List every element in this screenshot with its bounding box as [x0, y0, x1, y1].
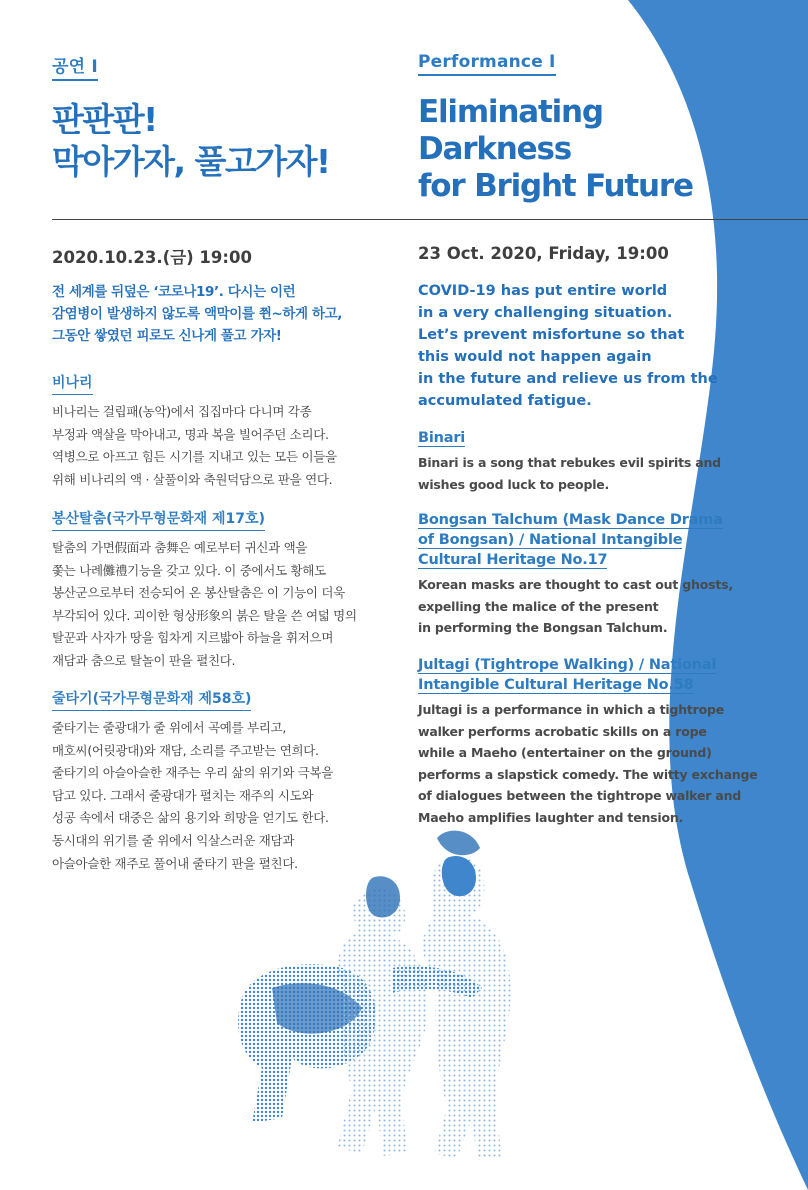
performance-label-en: Performance I	[418, 52, 556, 76]
body-line: 위해 비나리의 액 · 살풀이와 축원덕담으로 판을 연다.	[52, 471, 333, 487]
body-line: 성공 속에서 대중은 삶의 용기와 희망을 얻기도 한다.	[52, 810, 329, 826]
body-line: 줄타기의 아슬아슬한 재주는 우리 삶의 위기와 극복을	[52, 765, 334, 781]
body-line: 부정과 액살을 막아내고, 명과 복을 빌어주던 소리다.	[52, 426, 329, 442]
body-line: walker performs acrobatic skills on a rope	[418, 723, 707, 739]
header-english	[418, 52, 763, 205]
body-line: 역병으로 아프고 힘든 시기를 지내고 있는 모든 이들을	[52, 449, 337, 465]
intro-ko-line: 전 세계를 뒤덮은 ‘코로나19’. 다시는 이런	[52, 284, 296, 300]
section-title-line: Intangible Cultural Heritage No.58	[418, 677, 694, 693]
title-en-line-3: for Bright Future	[418, 168, 693, 204]
body-line: 매호씨(어릿광대)와 재담, 소리를 주고받는 연희다.	[52, 742, 319, 758]
section-title: 봉산탈춤(국가무형문화재 제17호)	[52, 510, 265, 531]
body-line: Jultagi is a performance in which a tightrope	[418, 702, 725, 717]
intro-en-line: COVID-19 has put entire world	[418, 283, 668, 299]
body-line: wishes good luck to people.	[418, 476, 610, 492]
section-title-line: Binari	[418, 430, 466, 446]
intro-en-line: in the future and relieve us from the	[418, 371, 718, 387]
section-title-line: Cultural Heritage No.17	[418, 552, 608, 568]
date-english: 23 Oct. 2020, Friday, 19:00	[418, 244, 669, 263]
intro-en-line: Let’s prevent misfortune so that	[418, 327, 685, 343]
title-en-line-1: Eliminating	[418, 94, 603, 130]
section-body	[52, 717, 397, 875]
performance-label-ko: 공연 I	[52, 52, 98, 81]
body-line: Binari is a song that rebukes evil spirits and	[418, 455, 721, 470]
body-line: Korean masks are thought to cast out ghosts,	[418, 577, 733, 592]
body-line: 비나리는 걸립패(농악)에서 집집마다 다니며 각종	[52, 404, 312, 419]
section-title	[418, 655, 763, 695]
section-jultagi-en	[418, 655, 763, 828]
intro-ko-line: 그동안 쌓였던 피로도 신나게 풀고 가자!	[52, 328, 282, 344]
body-line: performs a slapstick comedy. The witty exchange	[418, 766, 758, 782]
header-divider	[52, 219, 808, 220]
body-line: 아슬아슬한 재주로 풀어내 줄타기 판을 펼친다.	[52, 855, 298, 871]
intro-ko-line: 감염병이 발생하지 않도록 액막이를 쮠~하게 하고,	[52, 306, 342, 322]
body-line: 재담과 춤으로 탈놀이 판을 펼친다.	[52, 652, 236, 668]
section-title: 줄타기(국가무형문화재 제58호)	[52, 690, 251, 711]
body-line: 줄타기는 줄광대가 줄 위에서 곡예를 부리고,	[52, 720, 286, 735]
section-body	[52, 537, 397, 673]
section-jultagi-ko	[52, 688, 397, 875]
intro-en-line: this would not happen again	[418, 349, 652, 365]
header-korean	[52, 52, 397, 183]
section-body	[418, 452, 763, 495]
body-line: in performing the Bongsan Talchum.	[418, 620, 668, 635]
section-title	[418, 510, 763, 570]
body-line: 담고 있다. 그래서 줄광대가 펼치는 재주의 시도와	[52, 787, 314, 803]
section-bongsan-ko	[52, 508, 397, 673]
section-body	[52, 401, 397, 491]
title-english	[418, 94, 763, 205]
section-binari-en	[418, 428, 763, 495]
section-body	[418, 699, 763, 828]
intro-en-line: in a very challenging situation.	[418, 305, 673, 321]
section-title-line: Jultagi (Tightrope Walking) / National	[418, 657, 717, 673]
intro-english	[418, 280, 718, 412]
body-line: 탈춤의 가면假面과 춤舞은 예로부터 귀신과 액을	[52, 540, 308, 555]
title-korean	[52, 99, 397, 183]
title-ko-line-1: 판판판!	[52, 100, 157, 139]
title-en-line-2: Darkness	[418, 131, 571, 167]
body-line: 부각되어 있다. 괴이한 형상形象의 붉은 탈을 쓴 여덟 명의	[52, 607, 357, 623]
body-line: 쫓는 나례儺禮기능을 갖고 있다. 이 중에서도 황해도	[52, 562, 326, 578]
intro-korean	[52, 281, 397, 347]
date-korean: 2020.10.23.(금) 19:00	[52, 248, 252, 267]
section-title-line: Bongsan Talchum (Mask Dance Drama	[418, 512, 723, 528]
body-line: Maeho amplifies laughter and tension.	[418, 809, 684, 825]
body-line: while a Maeho (entertainer on the ground)	[418, 745, 712, 760]
intro-en-line: accumulated fatigue.	[418, 393, 592, 409]
section-binari-ko	[52, 372, 397, 491]
section-bongsan-en	[418, 510, 763, 639]
title-ko-line-2: 막아가자, 풀고가자!	[52, 142, 330, 181]
section-title	[418, 428, 763, 448]
body-line: 동시대의 위기를 줄 위에서 익살스러운 재담과	[52, 832, 295, 848]
body-line: expelling the malice of the present	[418, 598, 659, 614]
body-line: 탈꾼과 사자가 땅을 힘차게 지르밟아 하늘을 휘저으며	[52, 630, 334, 646]
body-line: 봉산군으로부터 전승되어 온 봉산탈춤은 이 기능이 더욱	[52, 585, 345, 601]
section-title: 비나리	[52, 374, 93, 395]
section-body	[418, 574, 763, 639]
section-title-line: of Bongsan) / National Intangible	[418, 532, 683, 548]
body-line: of dialogues between the tightrope walker and	[418, 788, 742, 803]
